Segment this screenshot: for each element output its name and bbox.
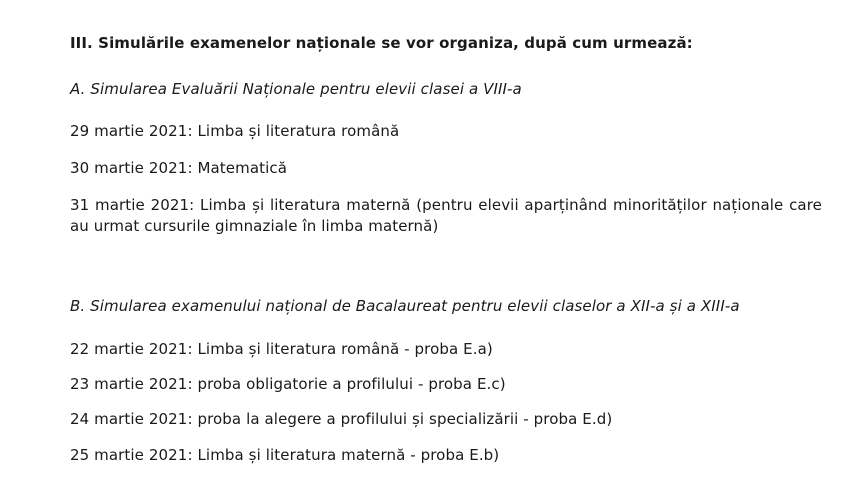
section-heading: III. Simulările examenelor naționale se vor organiza, după cum urmează: xyxy=(70,34,693,52)
section-b-item: 25 martie 2021: Limba și literatura maternă - proba E.b) xyxy=(70,446,500,464)
section-a-title: A. Simularea Evaluării Naționale pentru elevii clasei a VIII-a xyxy=(70,80,522,98)
section-a-item: 30 martie 2021: Matematică xyxy=(70,159,288,177)
section-b-item: 22 martie 2021: Limba și literatura română - proba E.a) xyxy=(70,340,493,358)
section-a-item: 31 martie 2021: Limba și literatura maternă (pentru elevii aparținând minorităților naționale care au urmat cursurile gimnaziale în limba maternă) xyxy=(70,196,822,235)
section-b-item: 24 martie 2021: proba la alegere a profilului și specializării - proba E.d) xyxy=(70,410,613,428)
section-b-title: B. Simularea examenului național de Bacalaureat pentru elevii claselor a XII-a și a XIII-a xyxy=(70,297,740,315)
section-a-item: 29 martie 2021: Limba și literatura română xyxy=(70,122,400,140)
section-b-item: 23 martie 2021: proba obligatorie a profilului - proba E.c) xyxy=(70,375,506,393)
